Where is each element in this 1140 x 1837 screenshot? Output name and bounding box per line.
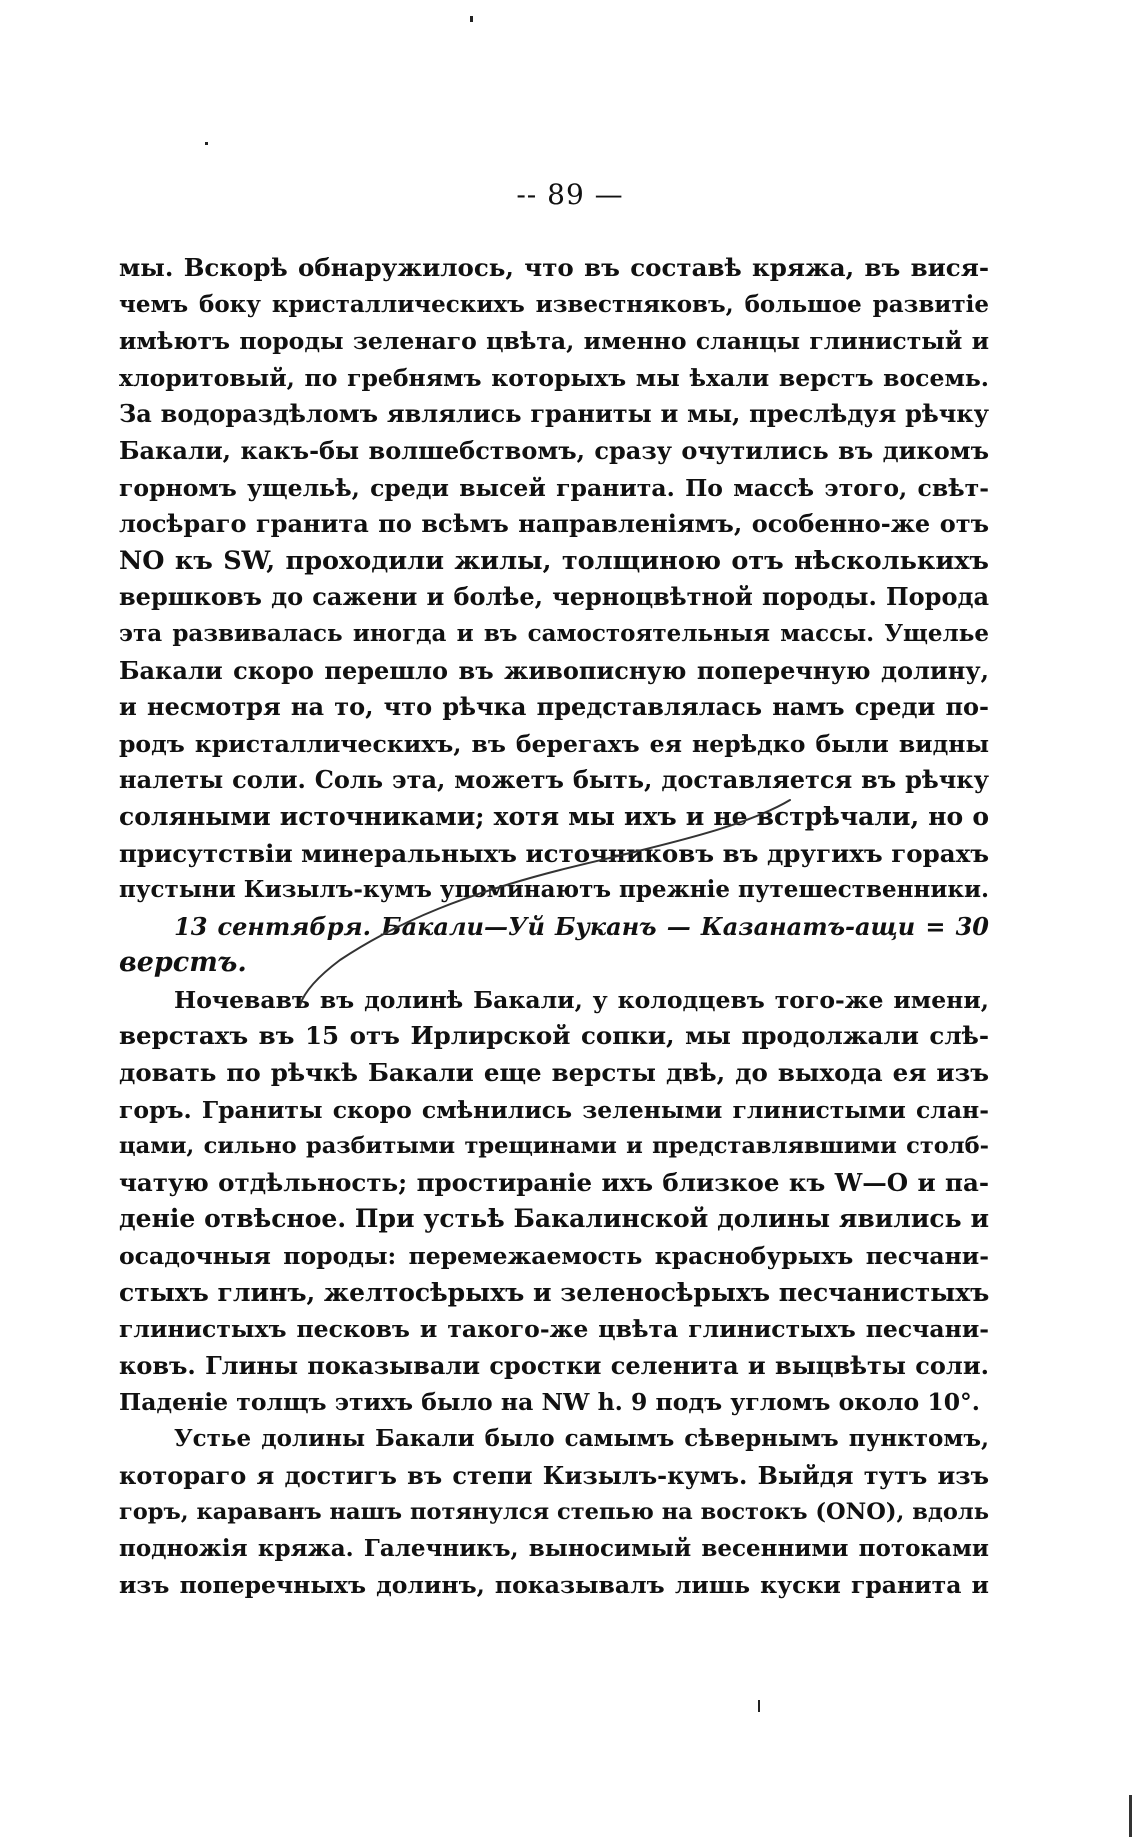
text-line: осадочныя породы: перемежаемость краснобурыхъ песчани- [119,1242,989,1271]
text-line: хлоритовый, по гребнямъ которыхъ мы ѣхали верстъ восемь. [119,363,989,392]
text-line: горъ. Граниты скоро смѣнились зелеными глинистыми слан- [119,1095,989,1124]
text-line: присутствіи минеральныхъ источниковъ въ другихъ горахъ [119,838,989,868]
text-line: цами, сильно разбитыми трещинами и представлявшими столб- [119,1133,989,1160]
text-line: довать по рѣчкѣ Бакали еще версты двѣ, до выхода ея изъ [119,1058,989,1088]
text-line: Ночевавъ въ долинѣ Бакали, у колодцевъ того-же имени, [174,985,989,1014]
text-line: соляными источниками; хотя мы ихъ и не встрѣчали, но о [119,801,989,831]
scan-speck [205,142,208,145]
scan-edge [1129,1795,1132,1837]
text-line: Бакали, какъ-бы волшебствомъ, сразу очутились въ дикомъ [119,435,989,465]
text-line: Паденіе толщъ этихъ было на NW h. 9 подъ угломъ около 10°. [119,1388,980,1417]
text-line: горъ, караванъ нашъ потянулся степью на востокъ (ONO), вдоль [119,1499,989,1526]
text-line: Бакали скоро перешло въ живописную поперечную долину, [119,655,989,685]
text-line: лосѣраго гранита по всѣмъ направленіямъ, особенно-же отъ [119,509,989,539]
text-line: изъ поперечныхъ долинъ, показывалъ лишь куски гранита и [119,1571,989,1600]
text-line: подножія кряжа. Галечникъ, выносимый весенними потоками [119,1534,989,1562]
text-line: родъ кристаллическихъ, въ берегахъ ея нерѣдко были видны [119,729,989,758]
text-line: верстахъ въ 15 отъ Ирлирской сопки, мы продолжали слѣ- [119,1021,989,1051]
text-line: котораго я достигъ въ степи Кизылъ-кумъ. Выйдя тутъ изъ [119,1460,989,1490]
text-line: мы. Вскорѣ обнаружилось, что въ составѣ кряжа, въ вися- [119,253,989,282]
date-heading-line: верстъ. [119,947,247,979]
text-line: горномъ ущельѣ, среди высей гранита. По массѣ этого, свѣт- [119,473,989,502]
text-line: пустыни Кизылъ-кумъ упоминаютъ прежніе путешественники. [119,876,990,904]
text-line: ковъ. Глины показывали сростки селенита и выцвѣты соли. [119,1350,989,1380]
text-line: имѣютъ породы зеленаго цвѣта, именно сланцы глинистый и [119,327,989,356]
scan-speck [470,16,473,22]
text-line: деніе отвѣсное. При устьѣ Бакалинской долины явились и [119,1204,989,1234]
text-line: За водораздѣломъ являлись граниты и мы, преслѣдуя рѣчку [119,399,989,429]
text-line: NO къ SW, проходили жилы, толщиною отъ нѣсколькихъ [119,545,989,576]
text-line: и несмотря на то, что рѣчка представлялась намъ среди по- [119,692,989,722]
text-line: эта развивалась иногда и въ самостоятельныя массы. Ущелье [119,619,989,647]
text-line: чемъ боку кристаллическихъ известняковъ, большое развитіе [119,290,989,318]
text-line: стыхъ глинъ, желтосѣрыхъ и зеленосѣрыхъ песчанистыхъ [119,1277,990,1307]
scan-speck [758,1700,760,1712]
text-line: Устье долины Бакали было самымъ сѣвернымъ пунктомъ, [174,1425,989,1452]
page-number: -- 89 — [516,178,624,211]
text-line: чатую отдѣльность; простираніе ихъ близкое къ W—O и па- [119,1167,989,1197]
text-line: налеты соли. Соль эта, можетъ быть, доставляется въ рѣчку [119,765,989,795]
text-line: вершковъ до сажени и болѣе, черноцвѣтной породы. Порода [119,582,989,612]
text-line: глинистыхъ песковъ и такого-же цвѣта глинистыхъ песчани- [119,1315,989,1344]
date-heading-line: 13 сентября. Бакали—Уй Буканъ — Казанатъ-ащи = 30 [174,911,989,941]
